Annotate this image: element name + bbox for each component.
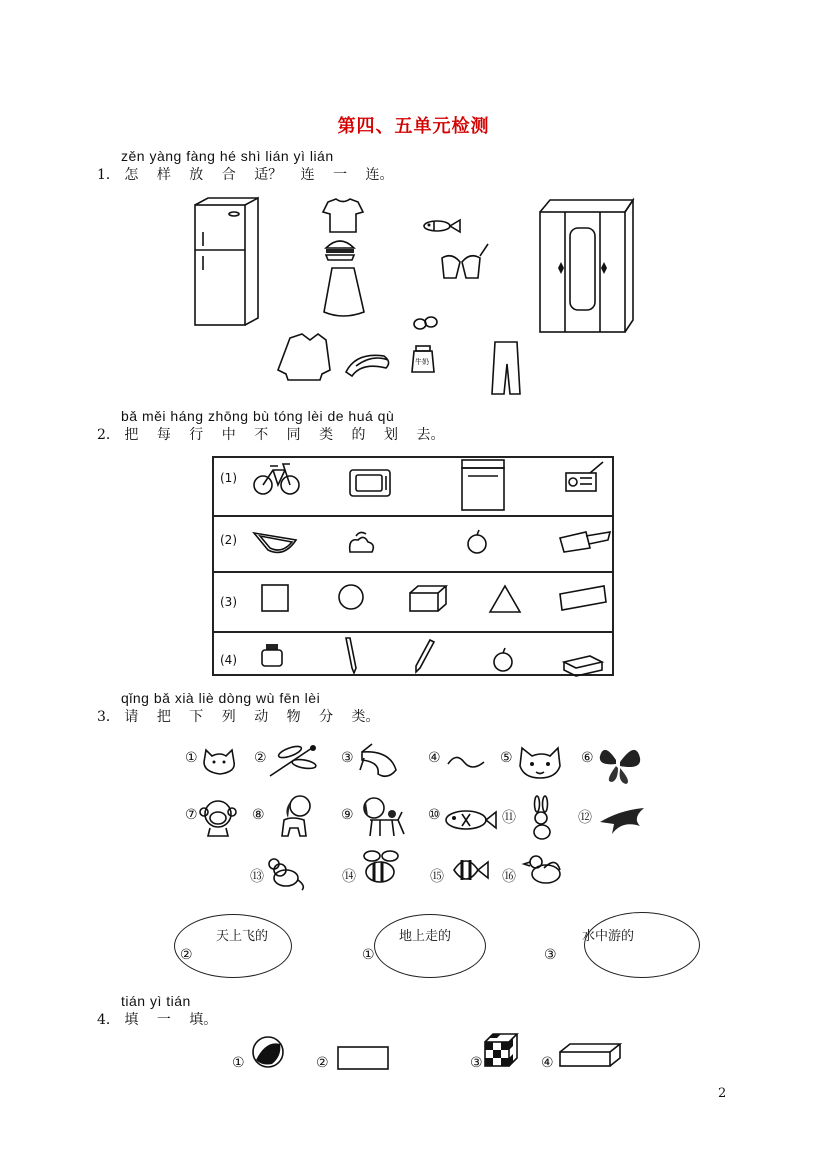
q2-word: 类 [319, 427, 334, 443]
q1-number: 1． [97, 167, 120, 183]
wardrobe-icon[interactable] [540, 200, 633, 332]
jacket-icon[interactable] [278, 334, 330, 380]
q4-pictures [0, 1030, 827, 1080]
q3-word: 下 [189, 709, 204, 725]
q1-word: 怎 [124, 167, 139, 183]
q2-word: 同 [286, 427, 301, 443]
rectangle-icon[interactable] [338, 1047, 388, 1069]
q4-item-number: ④ [541, 1055, 554, 1071]
q2-word: 把 [124, 427, 139, 443]
q3-pictures [0, 730, 827, 900]
apple-icon[interactable] [494, 648, 512, 671]
group-label-land: 地上走的 [399, 929, 452, 944]
dog-icon[interactable] [282, 796, 310, 836]
cuboid-icon[interactable] [560, 1044, 620, 1066]
butterfly-icon[interactable] [600, 750, 640, 784]
animal-number: ⑭ [342, 869, 356, 885]
group-label-sky: 天上飞的 [216, 929, 269, 944]
radio-icon[interactable] [566, 462, 603, 491]
q3-word: 物 [286, 709, 301, 725]
q1-word: 合 [221, 167, 236, 183]
pen-icon[interactable] [416, 640, 434, 672]
q4-question [97, 1009, 231, 1029]
rabbit-icon[interactable] [534, 796, 550, 839]
q3-word: 列 [221, 709, 236, 725]
q2-word: 每 [156, 427, 171, 443]
animal-number: ② [254, 750, 267, 766]
group-oval-land[interactable] [374, 914, 486, 978]
cube-icon[interactable] [485, 1034, 517, 1066]
q3-pinyin: qǐng bǎ xià liè dòng wù fēn lèi [121, 690, 321, 706]
animal-number: ⑨ [341, 807, 354, 823]
group-answer-water: ③ [544, 947, 557, 963]
cat-icon[interactable] [204, 750, 234, 774]
q2-pictures [0, 440, 827, 690]
q1-word: 连。 [365, 167, 394, 183]
dragonfly-icon[interactable] [270, 744, 317, 776]
q4-word: 填 [124, 1012, 139, 1028]
tropical-fish-icon[interactable] [454, 860, 488, 880]
page-title: 第四、五单元检测 [337, 116, 490, 137]
group-oval-water[interactable] [584, 912, 700, 978]
bird-icon[interactable] [524, 856, 560, 883]
tshirt-icon[interactable] [323, 199, 363, 232]
apple-icon[interactable] [468, 530, 486, 553]
q1-pinyin: zěn yàng fàng hé shì lián yì lián [121, 148, 334, 164]
skirt-icon[interactable] [324, 268, 364, 316]
milk-bottle-icon[interactable] [412, 346, 434, 372]
cuboid-icon[interactable] [410, 586, 446, 611]
ball-icon[interactable] [253, 1037, 283, 1067]
puppy-icon[interactable] [364, 798, 404, 836]
animal-number: ⑮ [430, 869, 444, 885]
q3-number: 3． [97, 709, 120, 725]
milk-label: 牛奶 [415, 358, 429, 366]
tv-icon[interactable] [350, 470, 390, 496]
page-number: 2 [718, 1086, 727, 1101]
animal-number: ③ [341, 750, 354, 766]
q4-item-number: ② [316, 1055, 329, 1071]
triangle-icon[interactable] [490, 586, 520, 612]
sausage-icon[interactable] [346, 355, 389, 376]
q2-word: 中 [221, 427, 236, 443]
carrot-icon[interactable] [560, 532, 610, 552]
q4-number: 4． [97, 1012, 120, 1028]
q3-question [97, 706, 394, 726]
animal-number: ⑯ [502, 869, 516, 885]
circle-icon[interactable] [339, 585, 363, 609]
animal-number: ⑫ [578, 810, 592, 826]
animal-number: ⑦ [185, 807, 198, 823]
q4-item-number: ① [232, 1055, 245, 1071]
worm-icon[interactable] [448, 757, 484, 767]
pencil-icon[interactable] [346, 638, 356, 673]
q4-item-number: ③ [470, 1055, 483, 1071]
washing-machine-icon[interactable] [462, 460, 504, 510]
pants-icon[interactable] [492, 342, 520, 394]
monkey-icon[interactable] [200, 801, 236, 836]
eggs-icon[interactable] [414, 317, 437, 329]
group-label-water: 水中游的 [582, 929, 635, 944]
group-oval-sky[interactable] [174, 914, 292, 978]
animal-number: ⑧ [252, 807, 265, 823]
q1-pictures [0, 0, 827, 400]
rectangle-icon[interactable] [560, 586, 606, 610]
bicycle-icon[interactable] [254, 464, 299, 494]
bee-icon[interactable] [364, 851, 398, 882]
animal-number: ⑤ [500, 750, 513, 766]
mouse-icon[interactable] [269, 859, 303, 890]
q2-word: 不 [254, 427, 269, 443]
hamburger-icon[interactable] [326, 241, 354, 260]
q2-word: 去。 [416, 427, 445, 443]
animal-number: ⑬ [250, 869, 264, 885]
animal-number: ⑥ [581, 750, 594, 766]
animal-number: ⑩ [428, 807, 441, 823]
swallow-icon[interactable] [600, 808, 644, 834]
peach-icon[interactable] [350, 532, 374, 552]
q2-number: 2． [97, 427, 120, 443]
q1-word: 适？ [254, 167, 283, 183]
q1-word: 一 [333, 167, 348, 183]
q2-pinyin: bǎ měi háng zhōng bù tóng lèi de huá qù [121, 408, 395, 424]
q2-word: 的 [351, 427, 366, 443]
q4-word: 填。 [189, 1012, 218, 1028]
cat-face-icon[interactable] [520, 748, 560, 778]
row-label: (4) [220, 653, 237, 667]
row-label: (3) [220, 595, 237, 609]
gloves-icon[interactable] [442, 244, 488, 278]
fish-icon[interactable] [446, 811, 496, 829]
group-answer-sky: ② [180, 947, 193, 963]
q3-word: 动 [254, 709, 269, 725]
q1-word: 样 [156, 167, 171, 183]
refrigerator-icon[interactable] [195, 198, 258, 325]
q4-pinyin: tián yì tián [121, 993, 191, 1009]
q3-word: 分 [319, 709, 334, 725]
q2-word: 行 [189, 427, 204, 443]
animal-number: ⑪ [502, 810, 516, 826]
q1-word: 连 [300, 167, 315, 183]
row-label: (2) [220, 533, 237, 547]
q3-word: 请 [124, 709, 139, 725]
q2-word: 划 [384, 427, 398, 443]
watermelon-icon[interactable] [254, 533, 296, 552]
shrimp-icon[interactable] [360, 744, 396, 776]
row-label: (1) [220, 471, 237, 485]
fish-icon[interactable] [424, 220, 460, 232]
square-icon[interactable] [262, 585, 288, 611]
group-answer-land: ① [362, 947, 375, 963]
q3-word: 类。 [351, 709, 380, 725]
eraser-icon[interactable] [564, 656, 602, 676]
q3-word: 把 [156, 709, 171, 725]
q1-word: 放 [189, 167, 204, 183]
ink-bottle-icon[interactable] [262, 644, 282, 666]
q4-word: 一 [156, 1012, 171, 1028]
animal-number: ① [185, 750, 198, 766]
animal-number: ④ [428, 750, 441, 766]
